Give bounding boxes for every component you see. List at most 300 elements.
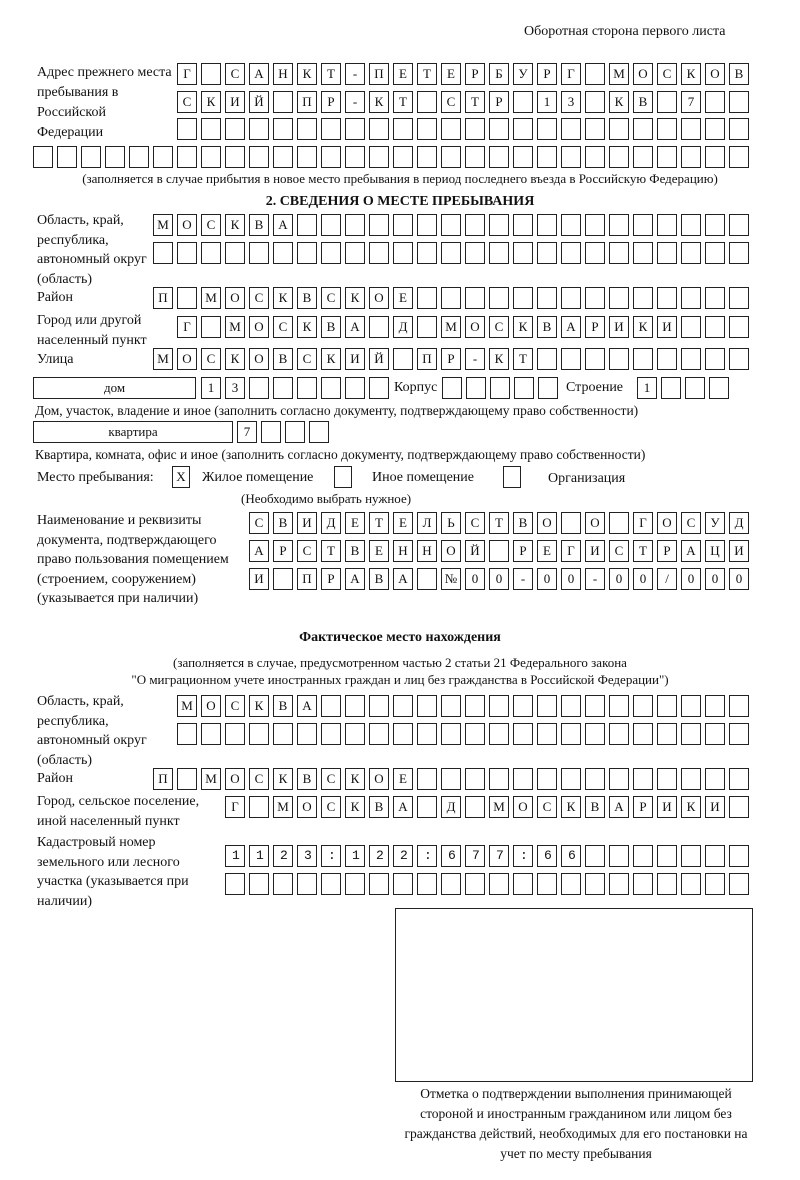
char-cell[interactable]: В (297, 768, 317, 790)
char-cell[interactable] (657, 723, 677, 745)
char-cell[interactable] (513, 873, 533, 895)
char-cell[interactable]: 1 (201, 377, 221, 399)
char-cell[interactable]: А (609, 796, 629, 818)
char-cell[interactable] (249, 146, 269, 168)
char-cell[interactable]: Т (633, 540, 653, 562)
char-cell[interactable] (729, 873, 749, 895)
char-cell[interactable] (273, 568, 293, 590)
char-cell[interactable] (729, 796, 749, 818)
char-cell[interactable] (705, 91, 725, 113)
char-cell[interactable] (417, 242, 437, 264)
char-cell[interactable] (273, 118, 293, 140)
char-cell[interactable] (81, 146, 101, 168)
char-cell[interactable]: Т (465, 91, 485, 113)
char-cell[interactable] (561, 242, 581, 264)
char-cell[interactable] (585, 723, 605, 745)
char-cell[interactable]: Д (729, 512, 749, 534)
char-cell[interactable] (417, 316, 437, 338)
char-cell[interactable] (417, 214, 437, 236)
char-cell[interactable] (489, 768, 509, 790)
char-cell[interactable] (513, 91, 533, 113)
char-cell[interactable]: Г (177, 63, 197, 85)
char-cell[interactable]: А (273, 214, 293, 236)
char-cell[interactable]: У (513, 63, 533, 85)
char-cell[interactable] (537, 287, 557, 309)
char-cell[interactable]: 0 (705, 568, 725, 590)
char-cell[interactable] (681, 316, 701, 338)
char-cell[interactable]: И (345, 348, 365, 370)
char-cell[interactable] (153, 146, 173, 168)
char-cell[interactable] (681, 214, 701, 236)
char-cell[interactable] (657, 214, 677, 236)
char-cell[interactable]: Р (657, 540, 677, 562)
char-cell[interactable]: К (369, 91, 389, 113)
char-cell[interactable] (249, 242, 269, 264)
char-cell[interactable]: С (177, 91, 197, 113)
char-cell[interactable] (633, 287, 653, 309)
char-cell[interactable]: О (369, 287, 389, 309)
char-cell[interactable]: Й (465, 540, 485, 562)
char-cell[interactable] (105, 146, 125, 168)
char-cell[interactable]: П (417, 348, 437, 370)
char-cell[interactable] (681, 146, 701, 168)
char-cell[interactable] (561, 118, 581, 140)
char-cell[interactable] (537, 695, 557, 717)
char-cell[interactable]: С (249, 512, 269, 534)
char-cell[interactable] (489, 723, 509, 745)
char-cell[interactable]: К (345, 796, 365, 818)
char-cell[interactable]: К (345, 287, 365, 309)
char-cell[interactable]: Р (585, 316, 605, 338)
char-cell[interactable]: Н (417, 540, 437, 562)
char-cell[interactable] (201, 146, 221, 168)
char-cell[interactable] (465, 873, 485, 895)
char-cell[interactable] (609, 512, 629, 534)
char-cell[interactable] (441, 214, 461, 236)
char-cell[interactable]: 0 (489, 568, 509, 590)
char-cell[interactable]: Е (537, 540, 557, 562)
char-cell[interactable] (321, 118, 341, 140)
char-cell[interactable]: И (609, 316, 629, 338)
char-cell[interactable] (273, 377, 293, 399)
char-cell[interactable] (705, 287, 725, 309)
char-cell[interactable] (609, 118, 629, 140)
char-cell[interactable]: С (297, 540, 317, 562)
char-cell[interactable] (513, 242, 533, 264)
char-cell[interactable]: В (369, 568, 389, 590)
char-cell[interactable] (561, 287, 581, 309)
char-cell[interactable]: В (729, 63, 749, 85)
char-cell[interactable] (369, 695, 389, 717)
char-cell[interactable] (297, 873, 317, 895)
char-cell[interactable]: М (225, 316, 245, 338)
char-cell[interactable] (321, 146, 341, 168)
char-cell[interactable] (249, 723, 269, 745)
char-cell[interactable] (609, 214, 629, 236)
char-cell[interactable] (489, 118, 509, 140)
char-cell[interactable]: Р (441, 348, 461, 370)
char-cell[interactable] (657, 146, 677, 168)
char-cell[interactable] (393, 214, 413, 236)
char-cell[interactable]: М (273, 796, 293, 818)
char-cell[interactable] (369, 873, 389, 895)
char-cell[interactable] (225, 146, 245, 168)
char-cell[interactable]: 1 (637, 377, 657, 399)
char-cell[interactable] (609, 768, 629, 790)
char-cell[interactable]: В (273, 512, 293, 534)
char-cell[interactable]: К (225, 214, 245, 236)
char-cell[interactable]: Г (177, 316, 197, 338)
char-cell[interactable] (393, 723, 413, 745)
char-cell[interactable] (321, 214, 341, 236)
char-cell[interactable]: Е (441, 63, 461, 85)
char-cell[interactable]: А (393, 568, 413, 590)
char-cell[interactable]: К (633, 316, 653, 338)
char-cell[interactable] (345, 377, 365, 399)
char-cell[interactable]: 0 (729, 568, 749, 590)
char-cell[interactable] (585, 873, 605, 895)
char-cell[interactable] (609, 146, 629, 168)
char-cell[interactable] (441, 695, 461, 717)
char-cell[interactable] (465, 723, 485, 745)
char-cell[interactable]: Г (225, 796, 245, 818)
char-cell[interactable] (417, 146, 437, 168)
char-cell[interactable]: К (513, 316, 533, 338)
char-cell[interactable]: П (297, 91, 317, 113)
char-cell[interactable] (201, 118, 221, 140)
char-cell[interactable] (261, 421, 281, 443)
char-cell[interactable] (729, 723, 749, 745)
char-cell[interactable] (513, 214, 533, 236)
char-cell[interactable] (729, 768, 749, 790)
char-cell[interactable] (490, 377, 510, 399)
char-cell[interactable]: Т (393, 91, 413, 113)
char-cell[interactable] (633, 214, 653, 236)
char-cell[interactable] (465, 214, 485, 236)
char-cell[interactable] (345, 242, 365, 264)
char-cell[interactable]: Д (321, 512, 341, 534)
char-cell[interactable] (345, 723, 365, 745)
char-cell[interactable] (609, 242, 629, 264)
char-cell[interactable]: В (321, 316, 341, 338)
char-cell[interactable] (561, 723, 581, 745)
char-cell[interactable] (661, 377, 681, 399)
char-cell[interactable]: П (297, 568, 317, 590)
char-cell[interactable] (657, 118, 677, 140)
char-cell[interactable]: Т (417, 63, 437, 85)
char-cell[interactable] (537, 348, 557, 370)
char-cell[interactable]: А (297, 695, 317, 717)
char-cell[interactable] (681, 768, 701, 790)
char-cell[interactable]: Р (273, 540, 293, 562)
char-cell[interactable]: И (249, 568, 269, 590)
char-cell[interactable] (273, 723, 293, 745)
char-cell[interactable] (417, 287, 437, 309)
char-cell[interactable]: Р (633, 796, 653, 818)
char-cell[interactable] (585, 63, 605, 85)
char-cell[interactable] (273, 91, 293, 113)
char-cell[interactable]: А (249, 63, 269, 85)
char-cell[interactable] (657, 873, 677, 895)
char-cell[interactable] (609, 348, 629, 370)
char-cell[interactable] (513, 287, 533, 309)
char-cell[interactable]: Г (561, 540, 581, 562)
char-cell[interactable] (417, 873, 437, 895)
char-cell[interactable]: С (249, 768, 269, 790)
char-cell[interactable] (657, 91, 677, 113)
char-cell[interactable]: Т (513, 348, 533, 370)
char-cell[interactable]: 0 (537, 568, 557, 590)
char-cell[interactable] (729, 695, 749, 717)
char-cell[interactable] (465, 695, 485, 717)
char-cell[interactable]: В (513, 512, 533, 534)
char-cell[interactable]: Б (489, 63, 509, 85)
char-cell[interactable] (561, 873, 581, 895)
char-cell[interactable]: С (465, 512, 485, 534)
char-cell[interactable] (729, 214, 749, 236)
char-cell[interactable] (177, 723, 197, 745)
char-cell[interactable] (321, 377, 341, 399)
char-cell[interactable]: С (225, 695, 245, 717)
char-cell[interactable]: Е (393, 63, 413, 85)
char-cell[interactable]: С (441, 91, 461, 113)
char-cell[interactable]: С (489, 316, 509, 338)
char-cell[interactable]: О (441, 540, 461, 562)
char-cell[interactable] (345, 695, 365, 717)
char-cell[interactable] (657, 348, 677, 370)
char-cell[interactable]: О (705, 63, 725, 85)
char-cell[interactable] (609, 873, 629, 895)
char-cell[interactable] (441, 287, 461, 309)
char-cell[interactable]: К (225, 348, 245, 370)
char-cell[interactable]: М (609, 63, 629, 85)
char-cell[interactable]: А (681, 540, 701, 562)
char-cell[interactable]: К (297, 316, 317, 338)
char-cell[interactable]: О (225, 768, 245, 790)
char-cell[interactable] (57, 146, 77, 168)
char-cell[interactable]: 0 (561, 568, 581, 590)
char-cell[interactable]: - (585, 568, 605, 590)
char-cell[interactable] (273, 242, 293, 264)
char-cell[interactable] (201, 723, 221, 745)
stay-checkbox-residential[interactable]: X (172, 466, 190, 488)
char-cell[interactable] (729, 91, 749, 113)
char-cell[interactable] (442, 377, 462, 399)
char-cell[interactable]: С (249, 287, 269, 309)
char-cell[interactable]: Р (321, 91, 341, 113)
char-cell[interactable] (321, 242, 341, 264)
char-cell[interactable] (729, 287, 749, 309)
char-cell[interactable] (489, 540, 509, 562)
char-cell[interactable] (297, 242, 317, 264)
char-cell[interactable] (681, 348, 701, 370)
char-cell[interactable]: У (705, 512, 725, 534)
char-cell[interactable]: 3 (561, 91, 581, 113)
char-cell[interactable] (705, 873, 725, 895)
char-cell[interactable]: Р (537, 63, 557, 85)
char-cell[interactable] (465, 146, 485, 168)
char-cell[interactable]: И (297, 512, 317, 534)
char-cell[interactable] (705, 723, 725, 745)
char-cell[interactable] (537, 146, 557, 168)
char-cell[interactable] (537, 242, 557, 264)
char-cell[interactable] (729, 242, 749, 264)
char-cell[interactable]: Р (465, 63, 485, 85)
char-cell[interactable] (561, 695, 581, 717)
char-cell[interactable] (705, 695, 725, 717)
char-cell[interactable]: О (297, 796, 317, 818)
char-cell[interactable]: 0 (633, 568, 653, 590)
char-cell[interactable] (633, 695, 653, 717)
char-cell[interactable]: С (537, 796, 557, 818)
char-cell[interactable] (633, 146, 653, 168)
char-cell[interactable] (369, 118, 389, 140)
char-cell[interactable]: П (369, 63, 389, 85)
char-cell[interactable] (633, 118, 653, 140)
char-cell[interactable]: Е (345, 512, 365, 534)
char-cell[interactable]: М (441, 316, 461, 338)
char-cell[interactable] (417, 568, 437, 590)
char-cell[interactable] (489, 242, 509, 264)
char-cell[interactable] (633, 242, 653, 264)
char-cell[interactable] (129, 146, 149, 168)
char-cell[interactable]: О (465, 316, 485, 338)
char-cell[interactable]: Й (369, 348, 389, 370)
char-cell[interactable]: В (369, 796, 389, 818)
char-cell[interactable] (273, 873, 293, 895)
char-cell[interactable]: М (153, 214, 173, 236)
char-cell[interactable] (537, 873, 557, 895)
char-cell[interactable]: Ц (705, 540, 725, 562)
apartment-type-field[interactable]: квартира (33, 421, 233, 443)
char-cell[interactable] (609, 287, 629, 309)
char-cell[interactable]: И (705, 796, 725, 818)
char-cell[interactable] (177, 118, 197, 140)
char-cell[interactable] (465, 768, 485, 790)
char-cell[interactable] (369, 214, 389, 236)
char-cell[interactable]: К (297, 63, 317, 85)
char-cell[interactable]: Т (321, 63, 341, 85)
char-cell[interactable] (441, 723, 461, 745)
char-cell[interactable]: А (249, 540, 269, 562)
char-cell[interactable] (441, 873, 461, 895)
char-cell[interactable] (249, 377, 269, 399)
char-cell[interactable] (225, 873, 245, 895)
char-cell[interactable] (633, 723, 653, 745)
char-cell[interactable]: С (321, 796, 341, 818)
char-cell[interactable]: В (297, 287, 317, 309)
char-cell[interactable] (585, 287, 605, 309)
char-cell[interactable] (249, 118, 269, 140)
char-cell[interactable]: С (609, 540, 629, 562)
char-cell[interactable]: С (657, 63, 677, 85)
char-cell[interactable] (561, 768, 581, 790)
char-cell[interactable]: 0 (465, 568, 485, 590)
char-cell[interactable]: М (177, 695, 197, 717)
char-cell[interactable] (321, 695, 341, 717)
char-cell[interactable] (513, 118, 533, 140)
char-cell[interactable] (489, 873, 509, 895)
char-cell[interactable] (369, 377, 389, 399)
char-cell[interactable] (225, 723, 245, 745)
char-cell[interactable] (513, 768, 533, 790)
char-cell[interactable]: М (489, 796, 509, 818)
char-cell[interactable] (393, 695, 413, 717)
char-cell[interactable]: В (249, 214, 269, 236)
char-cell[interactable] (489, 695, 509, 717)
char-cell[interactable]: Н (393, 540, 413, 562)
char-cell[interactable] (249, 873, 269, 895)
char-cell[interactable] (705, 214, 725, 236)
char-cell[interactable] (609, 723, 629, 745)
char-cell[interactable] (417, 796, 437, 818)
char-cell[interactable] (633, 768, 653, 790)
char-cell[interactable] (465, 796, 485, 818)
char-cell[interactable]: Г (633, 512, 653, 534)
char-cell[interactable]: А (561, 316, 581, 338)
char-cell[interactable] (297, 377, 317, 399)
char-cell[interactable] (561, 512, 581, 534)
char-cell[interactable]: К (681, 796, 701, 818)
char-cell[interactable] (681, 723, 701, 745)
char-cell[interactable]: А (345, 316, 365, 338)
char-cell[interactable]: И (729, 540, 749, 562)
char-cell[interactable] (514, 377, 534, 399)
char-cell[interactable] (417, 768, 437, 790)
char-cell[interactable] (537, 214, 557, 236)
char-cell[interactable]: Т (369, 512, 389, 534)
char-cell[interactable] (729, 316, 749, 338)
char-cell[interactable]: Р (489, 91, 509, 113)
char-cell[interactable] (657, 287, 677, 309)
char-cell[interactable]: А (393, 796, 413, 818)
char-cell[interactable]: О (513, 796, 533, 818)
char-cell[interactable]: Ь (441, 512, 461, 534)
char-cell[interactable]: С (201, 348, 221, 370)
char-cell[interactable]: К (321, 348, 341, 370)
char-cell[interactable]: С (321, 287, 341, 309)
char-cell[interactable]: № (441, 568, 461, 590)
char-cell[interactable] (633, 348, 653, 370)
char-cell[interactable] (201, 242, 221, 264)
char-cell[interactable] (309, 421, 329, 443)
char-cell[interactable] (393, 348, 413, 370)
char-cell[interactable]: К (561, 796, 581, 818)
char-cell[interactable]: Н (273, 63, 293, 85)
char-cell[interactable]: Й (249, 91, 269, 113)
char-cell[interactable]: О (633, 63, 653, 85)
char-cell[interactable]: Д (441, 796, 461, 818)
char-cell[interactable]: Т (489, 512, 509, 534)
char-cell[interactable]: О (249, 316, 269, 338)
char-cell[interactable] (705, 146, 725, 168)
char-cell[interactable] (225, 118, 245, 140)
char-cell[interactable]: - (465, 348, 485, 370)
char-cell[interactable]: Г (561, 63, 581, 85)
char-cell[interactable] (681, 118, 701, 140)
char-cell[interactable]: В (537, 316, 557, 338)
char-cell[interactable] (705, 768, 725, 790)
char-cell[interactable] (657, 695, 677, 717)
char-cell[interactable]: - (345, 63, 365, 85)
char-cell[interactable] (369, 316, 389, 338)
char-cell[interactable] (585, 695, 605, 717)
char-cell[interactable]: К (273, 287, 293, 309)
char-cell[interactable]: П (153, 287, 173, 309)
char-cell[interactable]: 3 (225, 377, 245, 399)
char-cell[interactable]: О (225, 287, 245, 309)
char-cell[interactable] (561, 214, 581, 236)
